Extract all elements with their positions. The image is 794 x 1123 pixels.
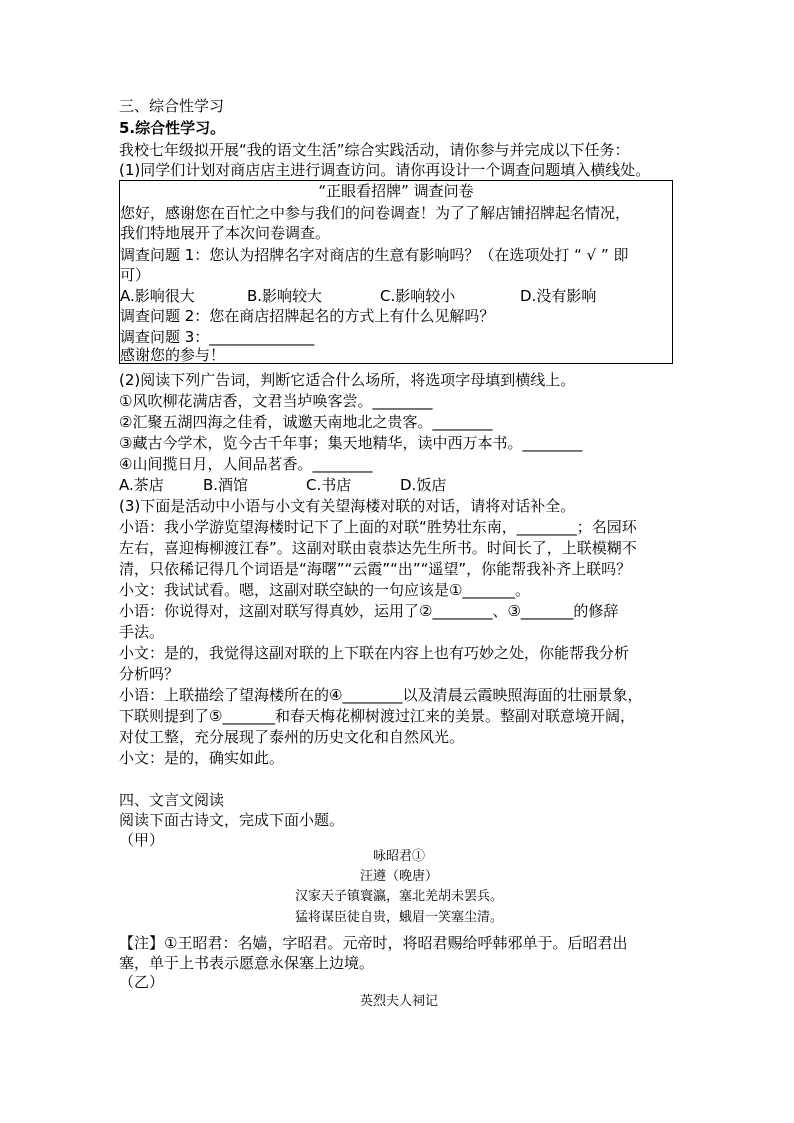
section-heading: 三、综合性学习 <box>119 97 225 115</box>
dialogue-line: 分析吗？ <box>119 665 180 683</box>
dialogue-line: 小语：你说得对，这副对联写得真妙，运用了②________、③_______的修辞 <box>119 602 619 620</box>
ad-option-b: B.酒馆 <box>203 476 249 494</box>
survey-box <box>119 180 673 364</box>
question-intro: 我校七年级拟开展“我的语文生活”综合实践活动，请你参与并完成以下任务： <box>119 141 630 159</box>
dialogue-line: 小文：是的，确实如此。 <box>119 749 285 767</box>
dialogue-line: 左右，喜迎梅柳渡江春”。这副对联由袁恭达先生所书。时间长了，上联模糊不 <box>119 539 637 557</box>
dialogue-line: 小文：是的，我觉得这副对联的上下联在内容上也有巧妙之处，你能帮我分析 <box>119 644 630 662</box>
dialogue-line: 对仗工整，充分展现了泰州的历史文化和自然风光。 <box>119 728 465 746</box>
survey-question-1-cont: 可） <box>120 266 151 284</box>
ad-item: ①风吹柳花满店香，文君当垆唤客尝。________ <box>119 392 433 410</box>
ad-item: ④山间揽日月，人间品茗香。________ <box>119 455 373 473</box>
ad-option-c: C.书店 <box>306 476 352 494</box>
survey-question-2: 调查问题 2：您在商店招牌起名的方式上有什么见解吗？ <box>120 307 495 325</box>
option-b: B.影响较大 <box>247 287 323 305</box>
dialogue-line: 手法。 <box>119 623 165 641</box>
passage-label-yi: （乙） <box>119 973 165 991</box>
dialogue-line: 小文：我试试看。嗯，这副对联空缺的一句应该是①_______。 <box>119 581 530 599</box>
survey-question-3: 调查问题 3：______________ <box>120 328 315 346</box>
ad-option-d: D.饭店 <box>400 476 447 494</box>
poem-line: 汉家天子镇寰瀛，塞北羌胡未罢兵。 <box>294 889 503 904</box>
task-3: (3)下面是活动中小语与小文有关望海楼对联的对话，请将对话补全。 <box>119 497 576 515</box>
ad-item: ②汇聚五湖四海之佳肴，诚邀天南地北之贵客。________ <box>119 413 493 431</box>
option-a: A.影响很大 <box>120 287 195 305</box>
dialogue-line: 小语：上联描绘了望海楼所在的④________以及清晨云霞映照海面的壮丽景象， <box>119 686 643 704</box>
survey-thanks: 感谢您的参与！ <box>120 346 226 364</box>
annotation: 【注】①王昭君：名嫱，字昭君。元帝时，将昭君赐给呼韩邪单于。后昭君出 <box>119 934 628 952</box>
poem-line: 猛将谋臣徒自贵，蛾眉一笑塞尘清。 <box>294 910 503 925</box>
dialogue-line: 小语：我小学游览望海楼时记下了上面的对联“胜势壮东南，________；名园环 <box>119 518 637 536</box>
poem-title: 咏昭君① <box>372 849 425 864</box>
option-d: D.没有影响 <box>520 287 597 305</box>
instruction: 阅读下面古诗文，完成下面小题。 <box>119 811 345 829</box>
question-title: 5.综合性学习。 <box>119 119 226 137</box>
dialogue-line: 下联则提到了⑤_______和春天梅花柳树渡过江来的美景。整副对联意境开阔， <box>119 707 635 725</box>
task-2: (2)阅读下列广告词，判断它适合什么场所，将选项字母填到横线上。 <box>119 371 576 389</box>
survey-line: 我们特地展开了本次问卷调查。 <box>120 224 331 242</box>
option-c: C.影响较小 <box>380 287 456 305</box>
section-heading: 四、文言文阅读 <box>119 791 225 809</box>
survey-question-1: 调查问题 1：您认为招牌名字对商店的生意有影响吗？（在选项处打 “ √ ” 即 <box>120 246 629 264</box>
ad-item: ③藏古今学术，览今古千年事；集天地精华，读中西万本书。________ <box>119 434 583 452</box>
dialogue-line: 清，只依稀记得几个词语是“海曙”“云霞”“出”“遥望”，你能帮我补齐上联吗？ <box>119 560 632 578</box>
poem-author: 汪遵（晚唐） <box>359 869 438 884</box>
survey-line: 您好，感谢您在百忙之中参与我们的问卷调查！为了了解店铺招牌起名情况， <box>120 204 631 222</box>
ad-option-a: A.茶店 <box>119 476 164 494</box>
survey-title: “正眼看招牌” 调查问卷 <box>318 182 474 200</box>
task-1: (1)同学们计划对商店店主进行调查访问。请你再设计一个调查问题填入横线处。 <box>119 161 651 179</box>
annotation: 塞，单于上书表示愿意永保塞上边境。 <box>119 954 375 972</box>
passage-label-jia: （甲） <box>119 831 165 849</box>
passage-title: 英烈夫人祠记 <box>359 994 438 1009</box>
